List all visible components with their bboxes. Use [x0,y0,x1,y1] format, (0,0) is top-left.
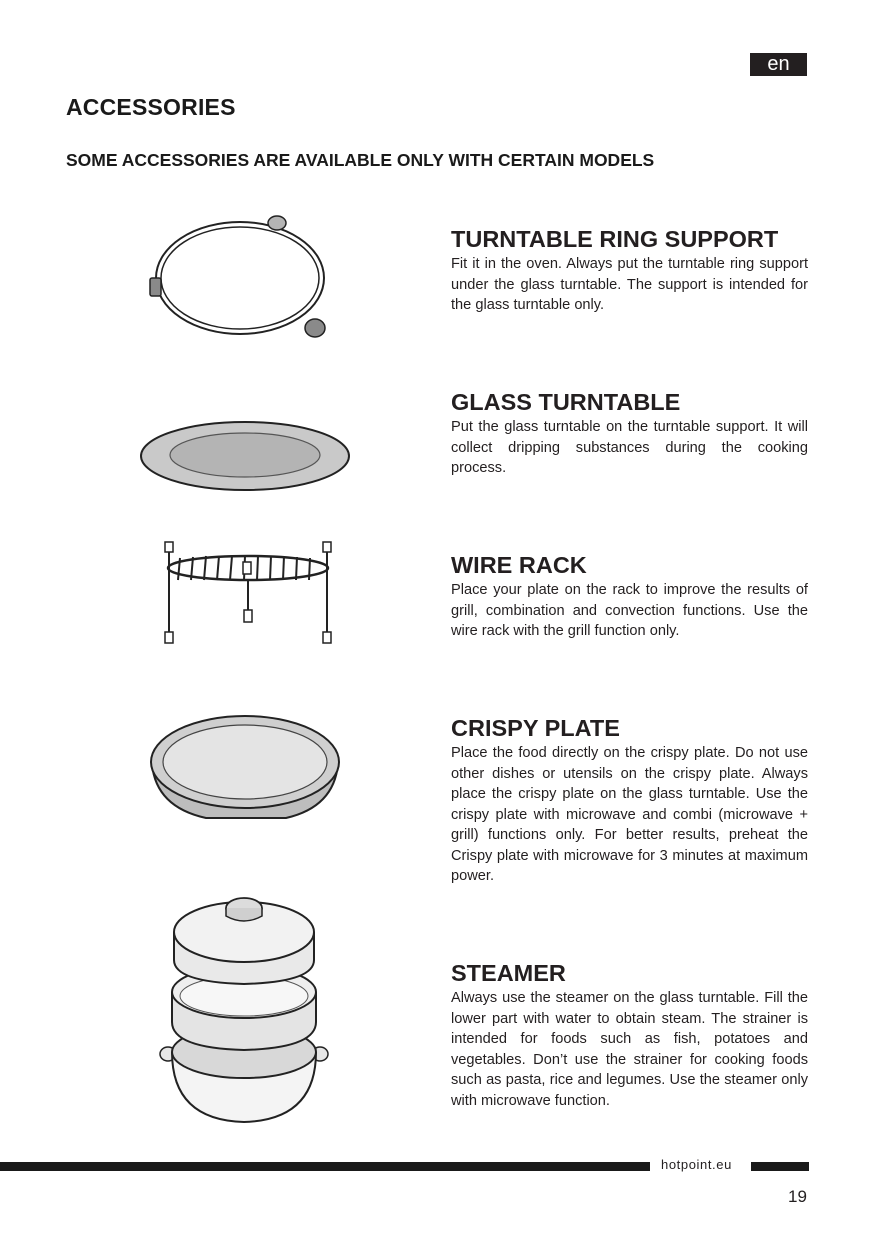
section-text: Place the food directly on the crispy plate. Do not use other dishes or utensils on the crispy plate. Always place the crispy plate on the glass turntable. Use the crispy plate with microwave and combi (microwave + grill) functions only. For better results, preheat the Crispy plate with microwave for 3 minutes at maximum power. [451,745,808,884]
page-title: ACCESSORIES [66,94,236,120]
section-turntable-ring-support [451,225,808,316]
glass-turntable-illustration [138,418,352,494]
section-text: Put the glass turntable on the turntable support. It will collect dripping substances during the cooking process. [451,419,808,476]
steamer-illustration [158,892,330,1130]
section-text: Place your plate on the rack to improve the results of grill, combination and convection functions. Use the wire rack with the grill function only. [451,582,808,639]
turntable-ring-support-illustration [140,212,340,342]
section-steamer [451,959,808,1111]
section-wire-rack [451,551,808,642]
page-subtitle: SOME ACCESSORIES ARE AVAILABLE ONLY WITH CERTAIN MODELS [66,150,655,170]
footer-website: hotpoint.eu [661,1157,732,1172]
footer-divider-right [751,1162,809,1171]
section-title: CRISPY PLATE [451,715,620,741]
section-crispy-plate [451,714,808,887]
wire-rack-illustration [158,538,338,650]
section-title: GLASS TURNTABLE [451,389,681,415]
crispy-plate-illustration [146,712,344,828]
language-badge: en [750,53,807,76]
footer-divider-left [0,1162,650,1171]
page-number: 19 [788,1187,807,1206]
section-title: WIRE RACK [451,552,587,578]
section-glass-turntable [451,388,808,479]
section-title: STEAMER [451,960,566,986]
section-text: Always use the steamer on the glass turntable. Fill the lower part with water to obtain steam. The strainer is intended for foods such as fish, potatoes and vegetables. Don’t use the strainer for cooking foods such as pasta, rice and legumes. Use the steamer only with microwave function. [451,990,808,1109]
section-title: TURNTABLE RING SUPPORT [451,226,779,252]
section-text: Fit it in the oven. Always put the turntable ring support under the glass turntable. The support is intended for the glass turntable only. [451,256,808,313]
